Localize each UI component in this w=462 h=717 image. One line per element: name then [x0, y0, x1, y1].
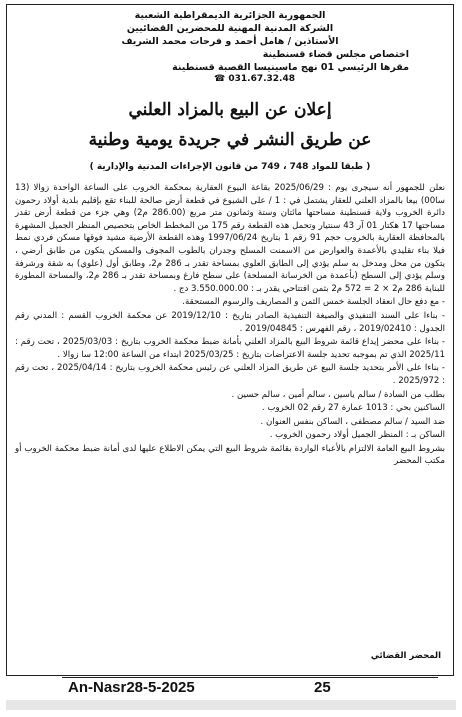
- body-paragraph: الساكن بـ : المنظر الجميل أولاد رحمون الخروب .: [269, 430, 445, 441]
- page-number: 25: [314, 678, 331, 696]
- body-paragraph: - بناءا على محضر إيداع قائمة شروط البيع بالمزاد العلني بأمانة ضبط محكمة الخروب بتاريخ : 2025/03/03 ، تحت رقم : 2025/11 الذي تم بموجبه تحديد جلسة الاعتراضات بتاريخ : 2025/03/25 ابتداء من الساعة 12:00 سا زوالا .: [15, 337, 446, 360]
- footer: [62, 677, 438, 696]
- body-paragraph: - بناءا على الأمر بتحديد جلسة البيع عن طريق المزاد العلني عن رئيس محكمة الخروب بتاريخ : 2025/04/14 ، تحت رقم : 2025/972 .: [15, 363, 445, 386]
- phone-icon: ☎: [214, 74, 226, 84]
- body-paragraph: نعلن للجمهور أنه سيجرى يوم : 2025/06/29 بقاعة البيوع العقارية بمحكمة الخروب على الساعة الواحدة زوالا (13 سا00) بيعا بالمزاد العلني للعقار يشتمل في : 1 / على الشيوع في قطعة أرض صالحة للبناء تقع بإقليم بلدية أولاد رحمون دائرة الخروب ولاية قسنطينة مساحتها مائتان وستة وثمانون متر مربع (286.00 م2) وهي جزء من قطعة أرض تقدر مساحتها 17 هكتار 01 آر 43 سنتيار وتحمل هذه القطعة رقم 175 من المخطط الخاص بتحصيص المنظر الجميل المشهرة بالمحافظة العقارية بالخروب حجم 91 رقم 1 بتاريخ 1997/06/24 وهذه القطعة الأرضية مشيد فوقها مسكن فردي نمط فيلا بناء تقليدي بالأعمدة والعوارض من الاسمنت المسلح وجدران بالطوب المجوف والمسكن يتكون من طابق أرضي ، يتكون من محل ومدخل به سلم يؤدي إلى الطابق العلوي بمساحة تقدر بـ 286 م2، وطابق أول (علوي) به شقة ورشرفة وسلم يؤدي إلى السطح (بأعمدة من الخرسانة المسلحة) على سطح فارغ وبمساحة تقدر بـ 286 م2، والمساحة المطورة للبناية 286 م2 × 2 = 572 م2 بثمن افتتاحي يقدر بـ : 3.550.000.00 دج .: [15, 183, 446, 294]
- scan-edge: [6, 700, 456, 710]
- newspaper-name: An-Nasr28-5-2025: [68, 678, 195, 696]
- announcement-title: إعلان عن البيع بالمزاد العلني: [128, 100, 332, 120]
- header-line-4: اختصاص مجلس قضاء قسنطينة: [262, 49, 409, 60]
- header-line-5: مقرها الرئيسي 01 نهج ماسينيسا القصبة قسنطينة: [172, 62, 409, 73]
- phone-number: 031.67.32.48: [228, 74, 295, 84]
- header-line-1: الجمهورية الجزائرية الديمقراطية الشعبية: [134, 10, 326, 21]
- body-paragraph: ضد السيد / سالم مصطفى ، الساكن بنفس العنوان .: [260, 416, 445, 427]
- body-paragraph: - مع دفع حال انعقاد الجلسة خمس الثمن و المصاريف والرسوم المستحقة.: [182, 297, 445, 308]
- announcement-frame: [6, 4, 454, 676]
- announcement-subtitle: عن طريق النشر في جريدة يومية وطنية: [88, 130, 372, 150]
- body-paragraph: - بناءا على السند التنفيذي والصيغة التنفيذية الصادر بتاريخ : 2019/12/10 عن محكمة الخروب القسم : المدني رقم الجدول : 2019/02410 ، رقم الفهرس : 2019/04845 .: [15, 310, 445, 334]
- header-line-3: الأستاذين / هامل أحمد و فرحات محمد الشريف: [121, 36, 339, 47]
- body-paragraph: بطلب من السادة / سالم ياسين ، سالم أمين ، سالم حسين .: [231, 389, 445, 400]
- legal-reference: ( طبقا للمواد 748 ، 749 من قانون الإجراءات المدنية والإدارية ): [89, 162, 371, 172]
- body-paragraph: الساكنين بحي : 1013 عمارة 27 رقم 02 الخروب .: [261, 403, 445, 414]
- header-phone: [15, 74, 295, 84]
- signature: المحضر القضائي: [370, 651, 441, 661]
- body-paragraph: بشروط البيع العامة الالتزام بالأعباء الواردة بقائمة شروط البيع التي يمكن الاطلاع عليها لدى أمانة ضبط محكمة الخروب أو مكتب المحضر: [15, 443, 445, 467]
- announcement-body: [15, 182, 445, 468]
- header-line-2: الشركة المدنية المهنية للمحضرين القضائيين: [126, 23, 334, 34]
